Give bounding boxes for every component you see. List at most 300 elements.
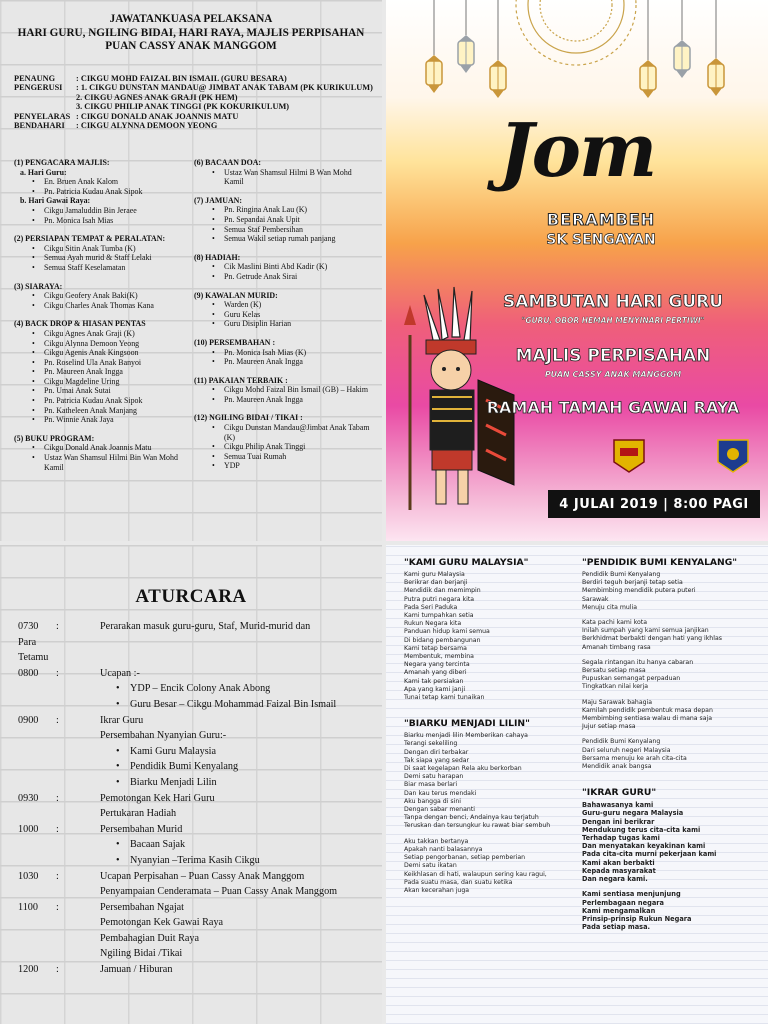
lantern-decoration-icon (386, 0, 768, 110)
schedule-colon (56, 884, 100, 900)
lyric-line: Kepada masyarakat (582, 866, 656, 875)
committee-member-list (212, 423, 370, 471)
schedule-bullet: • Pendidik Bumi Kenyalang (116, 759, 372, 775)
committee-member: • Semua Wakil setiap rumah panjang (212, 234, 370, 244)
schedule-activity: Persembahan Ngajat (100, 901, 185, 913)
schedule-row (18, 946, 372, 962)
song-title: "IKRAR GURU" (582, 787, 657, 799)
lyric-line: Teruskan dan tersungkur ku rawat biar sembuh (404, 822, 551, 830)
schedule-activity: Persembahan Nyanyian Guru:- (100, 730, 227, 742)
committee-left-column (14, 158, 194, 481)
poster-berambeh: BERAMBEH (546, 210, 656, 229)
committee-title (0, 13, 382, 54)
lyric-line: Pada cita-cita murni pekerjaan kami (582, 850, 717, 859)
lyric-line: Kami akan berbakti (582, 858, 655, 867)
committee-section (14, 282, 190, 311)
lyric-line: Pendidik Bumi Kenyalang (582, 738, 661, 746)
committee-member-list (32, 291, 190, 310)
committee-section (14, 434, 190, 472)
committee-role-row (14, 74, 382, 84)
committee-section (194, 291, 370, 329)
schedule-bullet: • Biarku Menjadi Lilin (116, 775, 372, 791)
poster-honoree: PUAN CASSY ANAK MANGGOM (544, 370, 682, 379)
committee-member: • Cikgu Magdeline Uring (32, 377, 190, 387)
lyric-line: Kami tumpahkan setia (404, 612, 474, 620)
schedule-time: 0800 (18, 667, 39, 679)
committee-member: • Pn. Maureen Anak Ingga (32, 367, 190, 377)
committee-member: • En. Bruen Anak Kalom (32, 177, 190, 187)
committee-member: • Guru Disiplin Harian (212, 319, 370, 329)
song-block (404, 718, 574, 895)
committee-member-list (32, 329, 190, 425)
schedule-time (18, 915, 56, 931)
lyric-line: Jujur setiap masa (582, 723, 636, 731)
song-lyrics (582, 801, 762, 931)
lyric-line: Berikrar dan berjanji (404, 579, 468, 587)
schedule-row (18, 619, 372, 635)
poster-date-time: 4 JULAI 2019 | 8:00 PAGI (548, 490, 760, 518)
schedule-colon (56, 806, 100, 822)
committee-section (14, 158, 190, 225)
schedule-row (18, 900, 372, 916)
event-poster (386, 0, 768, 541)
committee-member: • Warden (K) (212, 300, 370, 310)
schedule-time (18, 884, 56, 900)
schedule-colon: : (56, 964, 59, 976)
lyric-line: Membentuk, membina (404, 653, 474, 661)
schedule-activity: Ucapan :- (100, 667, 140, 679)
schedule-activity-cell (100, 962, 372, 978)
committee-title-line: PUAN CASSY ANAK MANGGOM (105, 40, 277, 52)
lyric-line: Keikhlasan di hati, walaupun sering kau ragui, (404, 870, 547, 878)
committee-member-list (212, 348, 370, 367)
committee-section-heading: (10) PERSEMBAHAN : (194, 337, 276, 347)
committee-member: • Pn. Sepandai Anak Upit (212, 215, 370, 225)
lyric-line: Negara yang tercinta (404, 661, 470, 669)
lyric-line: Kata pachi kami kota (582, 619, 647, 627)
committee-member: • Pn. Patricia Kudau Anak Sipok (32, 396, 190, 406)
committee-role-row (14, 112, 382, 122)
poster-headline-gawai-raya: RAMAH TAMAH GAWAI RAYA (486, 398, 740, 417)
committee-member: • Semua Staf Pembersihan (212, 225, 370, 235)
schedule-activity: Ngiling Bidai /Tikai (100, 948, 183, 960)
aturcara-title: ATURCARA (135, 586, 247, 607)
committee-subheading: b. Hari Gawai Raya: (20, 196, 91, 206)
schedule-activity: Penyampaian Cenderamata – Puan Cassy Anak Manggom (100, 886, 338, 898)
stanza-break (404, 831, 574, 838)
committee-member: • Cikgu Dunstan Mandau@Jimbat Anak Tabam (K) (212, 423, 370, 442)
lyric-line: Dan kau terus mendaki (404, 789, 477, 797)
committee-member: • Ustaz Wan Shamsul Hilmi B Wan Mohd Kamil (212, 168, 370, 187)
committee-member: • Pn. Monica Isah Mias (32, 216, 190, 226)
committee-member: • Pn. Umai Anak Sutai (32, 386, 190, 396)
schedule-activity: Jamuan / Hiburan (100, 964, 173, 976)
poster-jom-title: Jom (498, 108, 656, 194)
schedule-time (18, 946, 56, 962)
committee-section (194, 338, 370, 367)
song-title: "BIARKU MENJADI LILIN" (404, 718, 530, 730)
lyric-line: Kami tetap bersama (404, 644, 467, 652)
lyric-line: Pupuskan semangat perpaduan (582, 675, 681, 683)
lyric-line: Pada Seri Paduka (404, 603, 458, 611)
schedule-bullet-list (116, 681, 372, 712)
committee-role-row (14, 83, 382, 93)
lyric-line: Dengan ini berikrar (582, 817, 655, 826)
lyric-line: Aku bangga di sini (404, 797, 461, 805)
schedule-activity-cell (100, 884, 372, 900)
poster-school-name: SK SENGAYAN (546, 232, 656, 248)
school-logo-icon (610, 436, 750, 476)
committee-role-value: 3. CIKGU PHILIP ANAK TINGGI (PK KOKURIKULUM) (76, 102, 290, 112)
lyric-line: Kamilah pendidik pembentuk masa depan (582, 706, 713, 714)
committee-role-value: : CIKGU MOHD FAIZAL BIN ISMAIL (GURU BESARA) (76, 73, 287, 83)
committee-section (194, 158, 370, 187)
committee-role-key (14, 102, 76, 112)
lyric-line: Bersatu setiap masa (582, 667, 646, 675)
ikrar-guru-block (582, 787, 762, 931)
committee-member: • Cikgu Agnes Anak Graji (K) (32, 329, 190, 339)
hanging-lantern-icon (708, 0, 724, 96)
lyric-line: Sarawak (582, 595, 609, 603)
schedule-activity-cell (100, 822, 372, 869)
schedule-activity-cell (100, 791, 372, 807)
committee-member-list (212, 385, 370, 404)
stanza-break (582, 883, 762, 890)
committee-section-heading: (2) PERSIAPAN TEMPAT & PERALATAN: (14, 234, 166, 244)
lyric-line: Aku takkan bertanya (404, 837, 469, 845)
committee-role-value: : CIKGU ALYNNA DEMOON YEONG (76, 121, 218, 131)
schedule-row (18, 931, 372, 947)
committee-role-value: 2. CIKGU AGNES ANAK GRAJI (PK HEM) (76, 92, 238, 102)
committee-member-list (32, 206, 190, 225)
lyric-line: Rukun Negara kita (404, 620, 462, 628)
poster-headline-perpisahan: MAJLIS PERPISAHAN (515, 346, 711, 366)
lyric-line: Mendidik anak bangsa (582, 763, 652, 771)
schedule-time (18, 931, 56, 947)
hanging-lantern-icon (640, 0, 656, 98)
schedule-row (18, 869, 372, 885)
aturcara-panel (0, 545, 382, 1024)
lyric-line: Demi satu ikatan (404, 862, 457, 870)
committee-member: • Pn. Maureen Anak Ingga (212, 357, 370, 367)
lyric-line: Segala rintangan itu hanya cabaran (582, 658, 694, 666)
song-lyrics (582, 571, 762, 771)
committee-member: • Pn. Roselind Ula Anak Banyoi (32, 358, 190, 368)
schedule-row (18, 666, 372, 713)
lyric-line: Kami sentiasa menjunjung (582, 890, 681, 899)
schedule-time (18, 806, 56, 822)
committee-member-list (212, 168, 370, 187)
schedule-bullet: • Nyanyian –Terima Kasih Cikgu (116, 853, 372, 869)
lyric-line: Prinsip-prinsip Rukun Negara (582, 914, 692, 923)
lyric-line: Tak siapa yang sedar (404, 756, 470, 764)
committee-section (14, 234, 190, 272)
committee-section (194, 196, 370, 244)
schedule-activity-cell (100, 869, 372, 885)
lyric-line: Dan menyatakan keyakinan kami (582, 842, 706, 851)
committee-section-heading: (9) KAWALAN MURID: (194, 290, 278, 300)
schedule-activity-cell (100, 635, 372, 666)
lyric-line: Panduan hidup kami semua (404, 628, 490, 636)
committee-member: • Pn. Getrude Anak Sirai (212, 272, 370, 282)
aturcara-schedule (18, 619, 372, 978)
committee-role-key: PENGERUSI (14, 83, 63, 93)
schedule-activity: Ucapan Perpisahan – Puan Cassy Anak Manggom (100, 870, 305, 882)
schedule-time (18, 728, 56, 790)
committee-section (194, 253, 370, 282)
songs-left-column (404, 557, 574, 911)
poster-theme: "GURU, OBOR HEMAH MENYINARI PERTIWI" (521, 316, 705, 325)
committee-member: • Cikgu Donald Anak Joannis Matu (32, 443, 190, 453)
schedule-colon (56, 635, 100, 666)
lyric-line: Kami guru Malaysia (404, 571, 465, 578)
song-block (582, 557, 762, 771)
committee-section-heading: (11) PAKAIAN TERBAIK : (194, 375, 288, 385)
schedule-activity-cell (100, 946, 372, 962)
schedule-activity: Pemotongan Kek Gawai Raya (100, 917, 224, 929)
committee-member: • Cikgu Agenis Anak Kingsoon (32, 348, 190, 358)
lyric-line: Tunai tetap kami tunaikan (404, 694, 485, 702)
schedule-activity-cell (100, 728, 372, 790)
committee-section-heading: (3) SIARAYA: (14, 281, 63, 291)
stanza-break (582, 731, 762, 738)
stanza-break (582, 612, 762, 619)
committee-member: • Cikgu Charles Anak Thomas Kana (32, 301, 190, 311)
song-title: "PENDIDIK BUMI KENYALANG" (582, 557, 738, 568)
lyric-line: Biar masa berlari (404, 781, 458, 789)
committee-member: • YDP (212, 461, 370, 471)
committee-member: • Cikgu Jamaluddin Bin Jeraee (32, 206, 190, 216)
songs-right-column (582, 557, 762, 947)
schedule-time: 1000 (18, 823, 39, 835)
committee-member: • Pn. Winnie Anak Jaya (32, 415, 190, 425)
song-block (404, 557, 574, 702)
song-lyrics (404, 571, 574, 702)
committee-member: • Cikgu Alynna Demoon Yeong (32, 339, 190, 349)
committee-section-heading: (8) HADIAH: (194, 252, 241, 262)
schedule-activity-cell (100, 713, 372, 729)
song-title: "KAMI GURU MALAYSIA" (404, 557, 529, 568)
committee-member: • Semua Staff Keselamatan (32, 263, 190, 273)
schedule-bullet: • YDP – Encik Colony Anak Abong (116, 681, 372, 697)
schedule-activity: Pemotongan Kek Hari Guru (100, 792, 215, 804)
committee-member-list (32, 244, 190, 273)
lyric-line: Biarku menjadi lilin Memberikan cahaya (404, 732, 528, 740)
lyric-line: Dari seluruh negeri Malaysia (582, 746, 671, 754)
committee-member: • Ustaz Wan Shamsul Hilmi Bin Wan Mohd Kamil (32, 453, 190, 472)
lyric-line: Dengan diri terbakar (404, 748, 469, 756)
schedule-row (18, 713, 372, 729)
schedule-bullet: • Kami Guru Malaysia (116, 744, 372, 760)
schedule-bullet: • Bacaan Sajak (116, 837, 372, 853)
lyric-line: Di bidang pembangunan (404, 636, 481, 644)
schedule-colon: : (56, 714, 59, 726)
lyric-line: Putra putri negara kita (404, 595, 475, 603)
committee-member: • Semua Ayah murid & Staff Lelaki (32, 253, 190, 263)
lyric-line: Kami mengamalkan (582, 906, 656, 915)
committee-title-line: JAWATANKUASA PELAKSANA (109, 13, 273, 25)
schedule-row (18, 822, 372, 869)
schedule-row (18, 728, 372, 790)
schedule-colon: : (56, 823, 59, 835)
lyric-line: Bahawasanya kami (582, 801, 654, 810)
lyric-line: Maju Sarawak bahagia (582, 698, 653, 706)
schedule-time: 1200 (18, 964, 39, 976)
committee-member: • Cikgu Philip Anak Tinggi (212, 442, 370, 452)
hanging-lantern-icon (674, 0, 690, 78)
committee-member-list (32, 177, 190, 196)
lyric-line: Menuju cita mulia (582, 603, 638, 611)
committee-role-row (14, 102, 382, 112)
schedule-activity-cell (100, 619, 372, 635)
hanging-lantern-icon (426, 0, 442, 93)
committee-member: • Pn. Patricia Kudau Anak Sipok (32, 187, 190, 197)
schedule-time: Para Tetamu (18, 636, 49, 664)
committee-panel (0, 0, 382, 541)
stanza-break (582, 692, 762, 699)
lyric-line: Terhadap tugas kami (582, 834, 660, 843)
schedule-activity: Perarakan masuk guru-guru, Staf, Murid-murid dan (100, 621, 311, 632)
committee-section-heading: (7) JAMUAN: (194, 195, 242, 205)
lyric-line: Bersama menuju ke arah cita-cita (582, 754, 687, 762)
lyric-line: Berkhidmat berbakti dengan hati yang ikhlas (582, 635, 722, 643)
lyric-line: Membimbing mendidik putera puteri (582, 587, 696, 595)
lyric-line: Pada setiap masa. (582, 923, 651, 932)
committee-role-row (14, 121, 382, 131)
schedule-activity: Pertukaran Hadiah (100, 808, 177, 820)
schedule-bullet: • Guru Besar – Cikgu Mohammad Faizal Bin Ismail (116, 697, 372, 713)
schedule-row (18, 884, 372, 900)
lyric-line: Guru-guru negara Malaysia (582, 809, 684, 818)
committee-member: • Guru Kelas (212, 310, 370, 320)
lyric-line: Amanah yang diberi (404, 669, 467, 677)
schedule-activity: Pembahagian Duit Raya (100, 932, 200, 944)
schedule-row (18, 962, 372, 978)
schedule-time: 1100 (18, 901, 38, 913)
schedule-activity-cell (100, 806, 372, 822)
lyric-line: Amanah timbang rasa (582, 643, 651, 651)
lyric-line: Apa yang kami janji (404, 685, 466, 693)
hanging-lantern-icon (490, 0, 506, 98)
committee-role-key: PENYELARAS (14, 111, 71, 121)
committee-section-heading: (12) NGILING BIDAI / TIKAI : (194, 413, 303, 423)
schedule-time: 0930 (18, 792, 39, 804)
committee-section-heading: (5) BUKU PROGRAM: (14, 433, 95, 443)
lyric-line: Setiap pengorbanan, setiap pemberian (404, 854, 526, 862)
committee-role-key: BENDAHARI (14, 121, 65, 131)
schedule-colon: : (56, 792, 59, 804)
schedule-colon: : (56, 621, 59, 632)
lyric-line: Tanpa dengan benci, Andainya kau terjatuh (404, 814, 539, 822)
schedule-activity-cell (100, 900, 372, 916)
lyric-line: Kami tak persiakan (404, 677, 464, 685)
committee-member: • Pn. Maureen Anak Ingga (212, 395, 370, 405)
lyric-line: Perlembagaan negara (582, 898, 664, 907)
committee-section-heading: (1) PENGACARA MAJLIS: (14, 158, 110, 167)
lyric-line: Pada suatu masa, dan suatu ketika (404, 878, 513, 886)
committee-member: • Pn. Ringina Anak Lau (K) (212, 205, 370, 215)
schedule-row (18, 915, 372, 931)
committee-section (194, 376, 370, 405)
lyric-line: Mendukung terus cita-cita kami (582, 825, 701, 834)
schedule-activity: Ikrar Guru (100, 714, 144, 726)
schedule-activity-cell (100, 915, 372, 931)
lyric-line: Akan kecerahan juga (404, 886, 470, 894)
hanging-lantern-icon (458, 0, 474, 73)
committee-member: • Pn. Katheleen Anak Manjang (32, 406, 190, 416)
schedule-row (18, 791, 372, 807)
committee-role-value: : CIKGU DONALD ANAK JOANNIS MATU (76, 111, 239, 121)
schedule-time: 0730 (18, 621, 39, 632)
schedule-row (18, 635, 372, 666)
schedule-colon (56, 946, 100, 962)
lyric-line: Demi satu harapan (404, 773, 464, 781)
committee-member-list (212, 205, 370, 243)
schedule-activity: Persembahan Murid (100, 823, 183, 835)
schedule-time: 1030 (18, 870, 39, 882)
committee-roles (14, 74, 382, 132)
committee-section (14, 319, 190, 425)
schedule-colon: : (56, 667, 59, 679)
lyric-line: Membimbing sentiasa walau di mana saja (582, 715, 713, 723)
lyric-line: Mendidik dan memimpin (404, 587, 481, 595)
schedule-colon (56, 931, 100, 947)
schedule-bullet-list (116, 744, 372, 791)
committee-member: • Pn. Monica Isah Mias (K) (212, 348, 370, 358)
schedule-colon (56, 728, 100, 790)
schedule-row (18, 806, 372, 822)
committee-member: • Semua Tuai Rumah (212, 452, 370, 462)
lyric-line: Terangi sekeliling (404, 740, 458, 748)
committee-role-value: : 1. CIKGU DUNSTAN MANDAU@ JIMBAT ANAK TABAM (PK KURIKULUM) (76, 83, 373, 93)
lyric-line: Tingkatkan nilai kerja (582, 683, 649, 691)
lyric-line: Dengan sabar menanti (404, 806, 475, 814)
schedule-bullet-list (116, 837, 372, 868)
committee-member-list (212, 300, 370, 329)
committee-role-key: PENAUNG (14, 73, 56, 83)
committee-right-column (194, 158, 374, 481)
committee-member: • Cik Maslini Binti Abd Kadir (K) (212, 262, 370, 272)
songs-panel (386, 545, 768, 1024)
schedule-colon (56, 915, 100, 931)
committee-member-list (212, 262, 370, 281)
lyric-line: Berdiri teguh berjanji tetap setia (582, 579, 683, 587)
lyric-line: Di saat kegelapan Rela aku berkorban (404, 765, 522, 773)
schedule-colon: : (56, 870, 59, 882)
committee-role-key (14, 93, 76, 103)
committee-section-heading: (6) BACAAN DOA: (194, 158, 262, 167)
committee-role-row (14, 93, 382, 103)
lyric-line: Inilah sumpah yang kami semua janjikan (582, 627, 709, 635)
lyric-line: Pendidik Bumi Kenyalang (582, 571, 661, 578)
committee-member-list (32, 443, 190, 472)
committee-member: • Cikgu Mohd Faizal Bin Ismail (GB) – Hakim (212, 385, 370, 395)
song-lyrics (404, 732, 574, 895)
lyric-line: Dan negara kami. (582, 875, 648, 884)
committee-title-line: HARI GURU, NGILING BIDAI, HARI RAYA, MAJLIS PERPISAHAN (17, 26, 365, 39)
schedule-time: 0900 (18, 714, 39, 726)
lyric-line: Apakah nanti balasannya (404, 845, 483, 853)
stanza-break (582, 652, 762, 659)
poster-headline-hari-guru: SAMBUTAN HARI GURU (502, 292, 724, 312)
schedule-activity-cell (100, 931, 372, 947)
committee-section-heading: (4) BACK DROP & HIASAN PENTAS (14, 319, 146, 329)
committee-member: • Cikgu Sitin Anak Tumba (K) (32, 244, 190, 254)
committee-member: • Cikgu Geofery Anak Baki(K) (32, 291, 190, 301)
schedule-colon: : (56, 901, 59, 913)
committee-columns (14, 158, 374, 481)
schedule-activity-cell (100, 666, 372, 713)
